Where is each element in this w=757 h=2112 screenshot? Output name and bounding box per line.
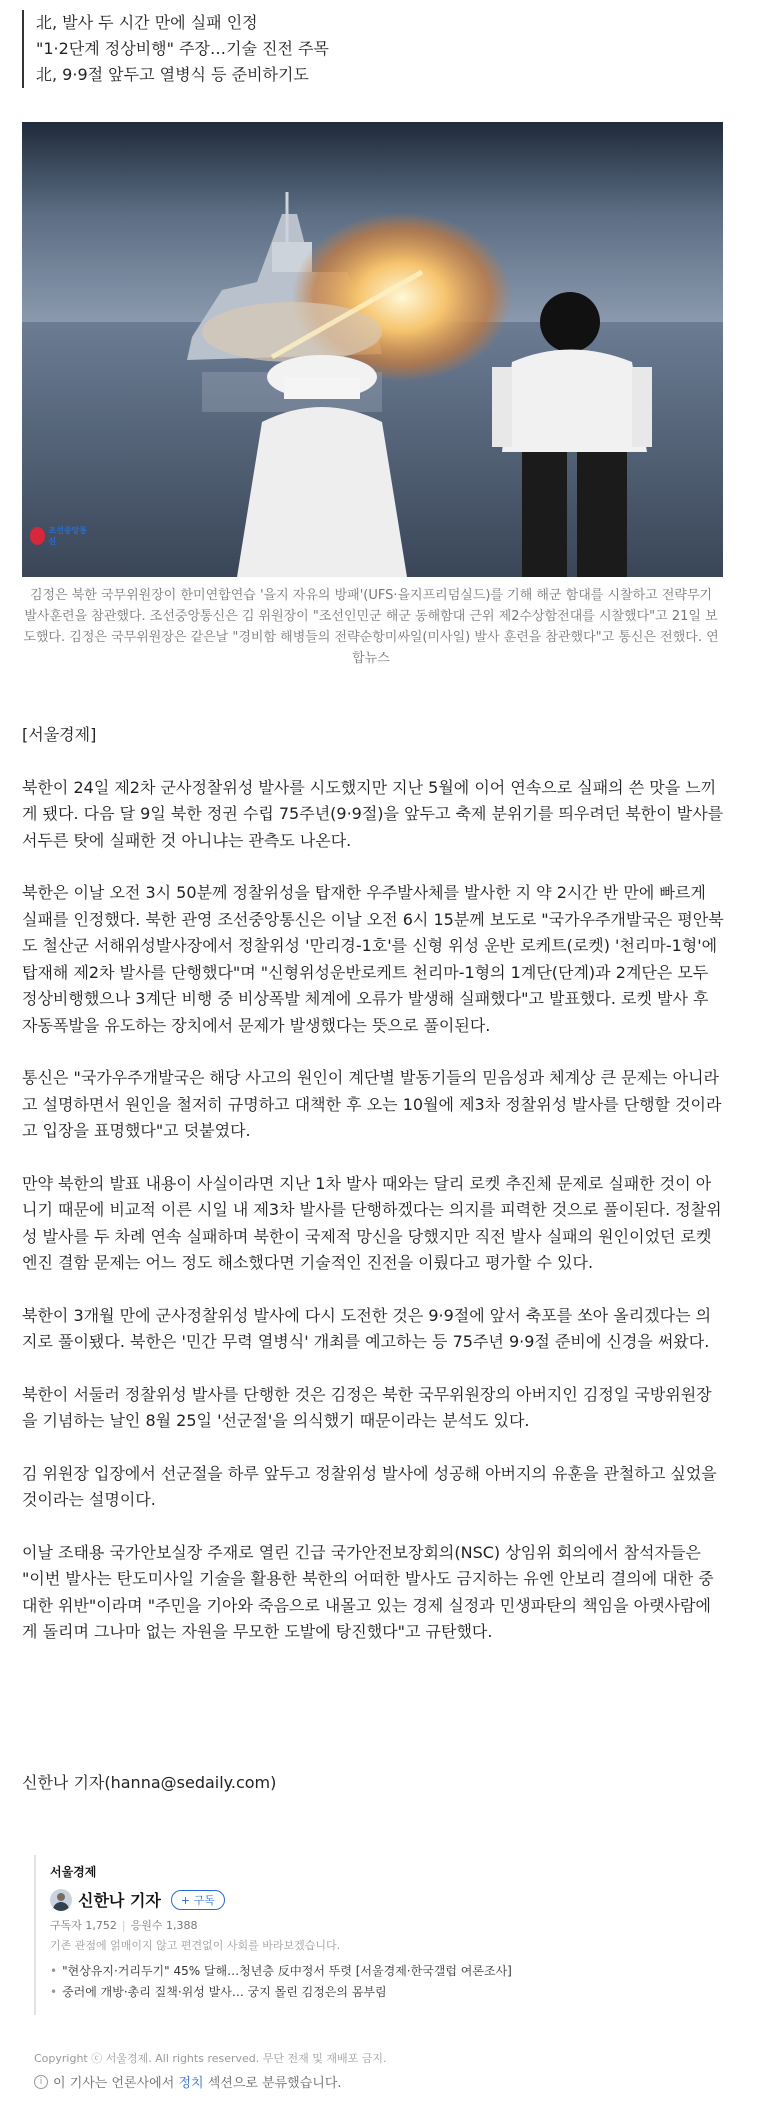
subscriber-count: 구독자 1,752 — [50, 1919, 117, 1932]
article-photo[interactable] — [22, 122, 723, 577]
summary-line: 北, 발사 두 시간 만에 실패 인정 — [36, 13, 258, 32]
reporter-article-link[interactable] — [50, 1961, 710, 1982]
reporter-article-list — [50, 1961, 710, 2003]
article-paragraph: 북한이 서둘러 정찰위성 발사를 단행한 것은 김정은 북한 국무위원장의 아버지인 김정일 국방위원장을 기념하는 날인 8월 25일 '선군절'을 의식했기 때문이라는 분석도 있다. — [22, 1384, 712, 1430]
watermark-text: 조선중앙통신 — [48, 526, 88, 546]
photo-caption: 김정은 북한 국무위원장이 한미연합연습 '을지 자유의 방패'(UFS·을지프리덤실드)를 기해 해군 함대를 시찰하고 전략무기 발사훈련을 참관했다. 조선중앙통신은 김 위원장이 "조선인민군 해군 동해함대 근위 제2수상함전대를 시찰했다"고 21일 보도했다. 김정은 국무위원장은 같은날 "경비함 해병들의 전략순항미싸일(미사일) 발사 훈련을 참관했다"고 통신은 전했다. 연합뉴스 — [23, 588, 719, 666]
photo-illustration — [22, 122, 723, 577]
reporter-card — [34, 1855, 710, 2015]
info-icon: i — [34, 2075, 48, 2089]
article-paragraph: 김 위원장 입장에서 선군절을 하루 앞두고 정찰위성 발사에 성공해 아버지의 유훈을 관철하고 싶었을 것이라는 설명이다. — [22, 1463, 717, 1509]
reporter-stats — [50, 1917, 710, 1933]
bullet-icon: • — [50, 1964, 58, 1978]
subscribe-button[interactable]: + 구독 — [171, 1890, 225, 1910]
stats-divider: | — [121, 1919, 126, 1932]
article-paragraph: 북한이 3개월 만에 군사정찰위성 발사에 다시 도전한 것은 9·9절에 앞서 축포를 쏘아 올리겠다는 의지로 풀이됐다. 북한은 '민간 무력 열병식' 개최를 예고하는 등 75주년 9·9절 준비에 신경을 써왔다. — [22, 1305, 712, 1351]
reporter-article-title[interactable]: "현상유지·거리두기" 45% 달해…청년층 反中정서 뚜렷 [서울경제·한국갤럽 여론조사] — [62, 1964, 512, 1978]
article-summary — [22, 10, 736, 88]
reporter-description: 기존 관점에 얽매이지 않고 편견없이 사회를 바라보겠습니다. — [50, 1939, 341, 1952]
section-classification — [34, 2072, 342, 2091]
summary-line: "1·2단계 정상비행" 주장…기술 진전 주목 — [36, 39, 329, 58]
section-link[interactable]: 정치 — [178, 2076, 204, 2091]
reporter-press-name[interactable]: 서울경제 — [50, 1865, 97, 1879]
dateline: [서울경제] — [22, 725, 97, 744]
press-watermark-icon — [30, 522, 88, 550]
article-body — [22, 722, 726, 1672]
bullet-icon: • — [50, 1985, 58, 1999]
copyright-notice: Copyright ⓒ 서울경제. All rights reserved. 무단 전재 및 재배포 금지. — [34, 2052, 387, 2065]
reporter-name[interactable]: 신한나 기자 — [78, 1891, 161, 1910]
article-byline: 신한나 기자(hanna@sedaily.com) — [22, 1773, 277, 1792]
cheer-count: 응원수 1,388 — [130, 1919, 198, 1932]
summary-line: 北, 9·9절 앞두고 열병식 등 준비하기도 — [36, 65, 309, 84]
reporter-article-link[interactable] — [50, 1982, 710, 2003]
article-paragraph: 이날 조태용 국가안보실장 주재로 열린 긴급 국가안전보장회의(NSC) 상임위 회의에서 참석자들은 "이번 발사는 탄도미사일 기술을 활용한 북한의 어떠한 발사도 금지하는 유엔 안보리 결의에 대한 중대한 위반"이라며 "주민을 기아와 죽음으로 내몰고 있는 경제 실정과 민생파탄의 책임을 아랫사람에게 돌리며 그나마 없는 자원을 무모한 도발에 탕진했다"고 규탄했다. — [22, 1542, 714, 1641]
article-paragraph: 만약 북한의 발표 내용이 사실이라면 지난 1차 발사 때와는 달리 로켓 추진체 문제로 실패한 것이 아니기 때문에 비교적 이른 시일 내 제3차 발사를 단행하겠다는 의지를 피력한 것으로 풀이된다. 정찰위성 발사를 두 차례 연속 실패하며 북한이 국제적 망신을 당했지만 직전 발사 실패의 원인이었던 로켓 엔진 결함 문제는 어느 정도 해소했다면 기술적인 진전을 이뤘다고 평가할 수 있다. — [22, 1173, 722, 1272]
article-paragraph: 북한이 24일 제2차 군사정찰위성 발사를 시도했지만 지난 5월에 이어 연속으로 실패의 쓴 맛을 느끼게 됐다. 다음 달 9일 북한 정권 수립 75주년(9·9절)을 앞두고 축제 분위기를 띄우려던 북한이 발사를 서두른 탓에 실패한 것 아니냐는 관측도 나온다. — [22, 777, 724, 850]
section-note-suffix: 섹션으로 분류했습니다. — [207, 2076, 342, 2091]
reporter-avatar[interactable] — [50, 1889, 72, 1911]
section-note-prefix: 이 기사는 언론사에서 — [53, 2076, 175, 2091]
article-paragraph: 북한은 이날 오전 3시 50분께 정찰위성을 탑재한 우주발사체를 발사한 지 약 2시간 반 만에 빠르게 실패를 인정했다. 북한 관영 조선중앙통신은 이날 오전 6시 15분께 보도로 "국가우주개발국은 평안북도 철산군 서해위성발사장에서 정찰위성 '만리경-1호'를 신형 위성 운반 로케트(로켓) '천리마-1형'에 탑재해 제2차 발사를 단행했다"며 "신형위성운반로케트 천리마-1형의 1계단(단계)과 2계단은 모두 정상비행했으나 3계단 비행 중 비상폭발 체계에 오류가 발생해 실패했다"고 발표했다. 로켓 발사 후 자동폭발을 유도하는 장치에서 문제가 발생했다는 뜻으로 풀이된다. — [22, 883, 724, 1035]
article-paragraph: 통신은 "국가우주개발국은 해당 사고의 원인이 계단별 발동기들의 믿음성과 체계상 큰 문제는 아니라고 설명하면서 원인을 철저히 규명하고 대책한 후 오는 10월에 제3차 정찰위성 발사를 단행할 것이라고 입장을 표명했다"고 덧붙였다. — [22, 1068, 722, 1140]
reporter-article-title[interactable]: 중러에 개방·총리 질책·위성 발사… 궁지 몰린 김정은의 몸부림 — [62, 1985, 387, 1999]
